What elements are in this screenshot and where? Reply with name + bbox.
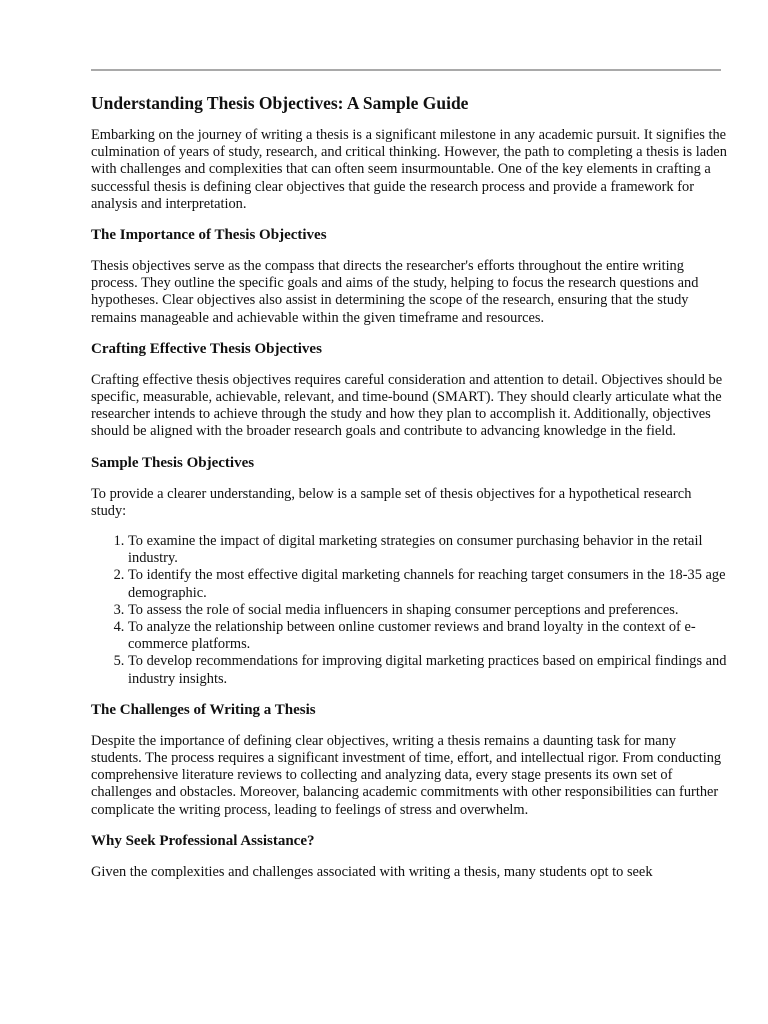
section-heading-crafting: Crafting Effective Thesis Objectives bbox=[91, 340, 322, 357]
document-title: Understanding Thesis Objectives: A Sample Guide bbox=[91, 93, 469, 113]
section-heading-assistance: Why Seek Professional Assistance? bbox=[91, 832, 315, 849]
list-item: 4. To analyze the relationship between online customer reviews and brand loyalty in the context of e-commerce platforms. bbox=[128, 619, 727, 653]
intro-paragraph: Embarking on the journey of writing a thesis is a significant milestone in any academic pursuit. It signifies the culmination of years of study, research, and critical thinking. However, the path to completing a thesis is laden with challenges and complexities that can often seem insurmountable. One of the key elements in crafting a successful thesis is defining clear objectives that guide the research process and provide a framework for analysis and interpretation. bbox=[91, 127, 727, 212]
section-body-sample: To provide a clearer understanding, below is a sample set of thesis objectives for a hypothetical research study: bbox=[91, 485, 692, 519]
section-body-challenges: Despite the importance of defining clear objectives, writing a thesis remains a daunting task for many students. The process requires a significant investment of time, effort, and intellectual rigor. From conducting comprehensive literature reviews to collecting and analyzing data, every stage presents its own set of challenges and obstacles. Moreover, balancing academic commitments with other responsibilities can further complicate the writing process, leading to feelings of stress and overwhelm. bbox=[91, 732, 722, 818]
list-item: 5. To develop recommendations for improving digital marketing practices based on empirical findings and industry insights. bbox=[128, 653, 727, 687]
top-divider bbox=[91, 69, 721, 71]
list-item: 2. To identify the most effective digital marketing channels for reaching target consumers in the 18-35 age demographic. bbox=[128, 567, 727, 601]
list-item: 1. To examine the impact of digital marketing strategies on consumer purchasing behavior in the retail industry. bbox=[128, 533, 727, 567]
section-heading-challenges: The Challenges of Writing a Thesis bbox=[91, 701, 316, 718]
section-heading-importance: The Importance of Thesis Objectives bbox=[91, 227, 327, 244]
section-body-crafting: Crafting effective thesis objectives requires careful consideration and attention to detail. Objectives should be specific, measurable, achievable, relevant, and time-bound (SMART). They should clearly articulate what the researcher intends to achieve through the study and how they plan to accomplish it. Additionally, objectives should be aligned with the broader research goals and contribute to advancing knowledge in the field. bbox=[91, 371, 723, 440]
section-body-assistance: Given the complexities and challenges associated with writing a thesis, many students opt to seek bbox=[91, 863, 653, 880]
section-heading-sample: Sample Thesis Objectives bbox=[91, 454, 255, 471]
section-body-importance: Thesis objectives serve as the compass that directs the researcher's efforts throughout the entire writing process. They outline the specific goals and aims of the study, helping to focus the research questions and hypotheses. Clear objectives also assist in determining the scope of the research, ensuring that the study remains manageable and achievable within the given timeframe and resources. bbox=[91, 258, 699, 326]
list-item: 3. To assess the role of social media influencers in shaping consumer perceptions and preferences. bbox=[128, 602, 727, 619]
objectives-list bbox=[91, 533, 727, 688]
document-body bbox=[91, 92, 727, 894]
